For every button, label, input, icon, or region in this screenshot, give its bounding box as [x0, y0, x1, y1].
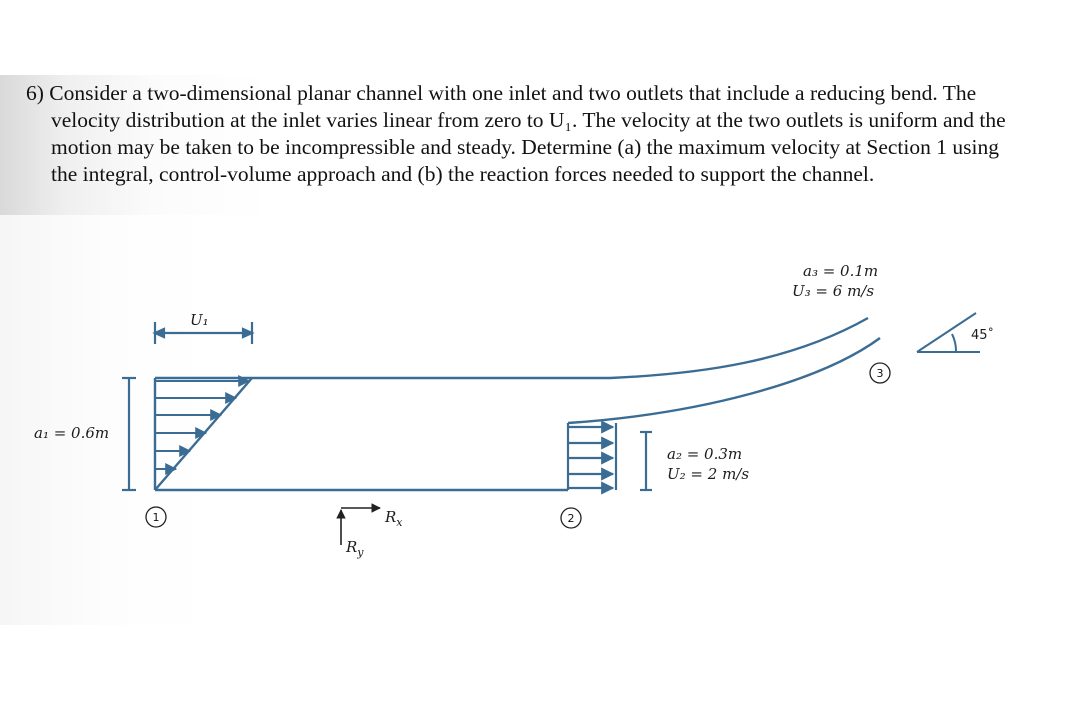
problem-line-1: 6) Consider a two-dimensional planar channel with one inlet and two outlets that include a reducing bend. The	[26, 81, 977, 105]
u1-label: U₁	[190, 311, 209, 329]
outlet-2	[568, 423, 652, 490]
a1-dimension	[122, 378, 136, 490]
rx-label: $R_x$	[385, 508, 403, 529]
section-3-number: 3	[876, 367, 884, 380]
a3-label: a₃ = 0.1m	[803, 262, 879, 280]
section-2-number: 2	[567, 512, 575, 525]
section-1-number: 1	[152, 511, 160, 524]
channel-top-wall	[155, 318, 868, 378]
problem-line-4: the integral, control-volume approach and (b) the reaction forces needed to support the channel.	[51, 162, 875, 186]
problem-line-3: motion may be taken to be incompressible and steady. Determine (a) the maximum velocity at Section 1 using	[51, 135, 999, 159]
angle-label: 45˚	[971, 328, 995, 343]
problem-number: 6)	[26, 81, 44, 105]
u2-label: U₂ = 2 m/s	[667, 465, 750, 483]
bend-lower-wall	[568, 338, 880, 423]
u3-label: U₃ = 6 m/s	[792, 282, 875, 300]
a2-label: a₂ = 0.3m	[667, 445, 743, 463]
ry-label: $R_y$	[346, 538, 364, 559]
inlet-velocity-arrows	[155, 381, 249, 469]
a1-label: a₁ = 0.6m	[34, 424, 110, 442]
problem-line-2: velocity distribution at the inlet varies linear from zero to U₁. The velocity at the two outlets is uniform and the	[51, 108, 1006, 132]
